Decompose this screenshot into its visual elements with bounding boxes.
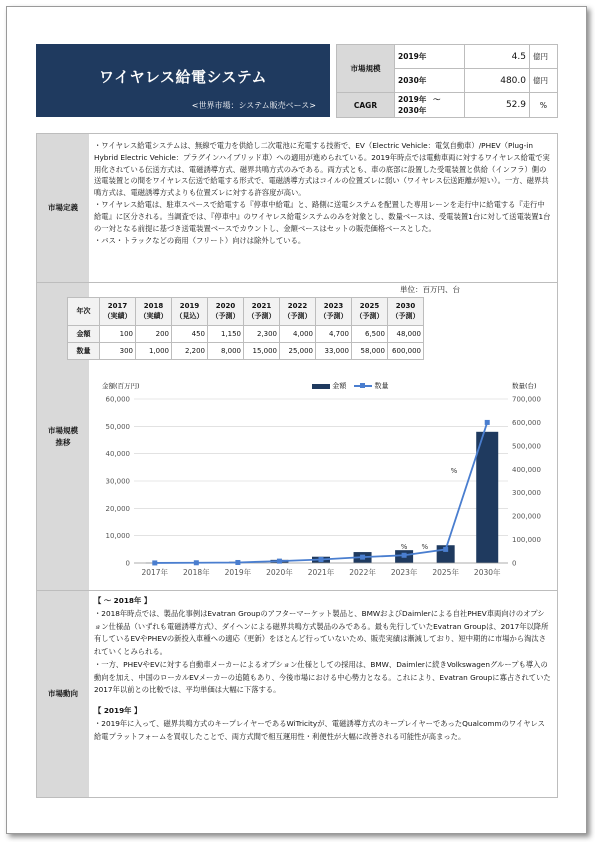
amount-cell: 6,500 <box>352 326 388 343</box>
year-label: 2020 <box>215 302 236 311</box>
cagr-label: CAGR <box>337 93 395 118</box>
trends-heading-1: 【 ～ 2018年 】 <box>94 596 152 605</box>
year-header <box>352 298 388 326</box>
y2-tick-label: 700,000 <box>512 395 541 404</box>
year-label: 2021 <box>251 302 272 311</box>
year-type: （予測） <box>319 311 348 320</box>
axis-break-mark: % <box>421 543 429 551</box>
year-label: 2022 <box>287 302 308 311</box>
qty-point <box>485 420 490 425</box>
y-tick-label: 10,000 <box>105 532 130 541</box>
trends-heading-2: 【 2019年 】 <box>94 706 142 716</box>
y2-tick-label: 400,000 <box>512 465 541 474</box>
definition-paragraph: ・バス・トラックなどの商用（フリート）向けは除外している。 <box>94 235 306 245</box>
x-tick-label: 2020年 <box>266 568 293 577</box>
year-header <box>100 298 136 326</box>
y-tick-label: 40,000 <box>105 450 130 459</box>
qty-point <box>319 557 324 562</box>
amount-cell: 2,300 <box>244 326 280 343</box>
x-tick-label: 2023年 <box>390 568 418 577</box>
qty-cell: 300 <box>100 343 136 360</box>
x-tick-label: 2021年 <box>307 568 335 577</box>
amount-cell: 450 <box>172 326 208 343</box>
amount-cell: 100 <box>100 326 136 343</box>
amount-cell: 4,700 <box>316 326 352 343</box>
qty-point <box>443 547 448 552</box>
year-label: 2018 <box>143 302 164 311</box>
year-header <box>208 298 244 326</box>
y-tick-label: 30,000 <box>105 477 130 486</box>
year-label: 2025 <box>359 302 380 311</box>
trends-paragraph: ・一方、PHEVやEVに対する自動車メーカーによるオプション仕様としての採用は、BMW、Daimlerに続きVolkswagenグループも導入の動向を加え、中国のローカルEVメーカーの追随もあり、今後市場における中心勢力となる。これにより、Evatran Groupに寡占されていた2017年以前との比較では、平均単価は大幅に下落する。 <box>94 659 551 695</box>
year-type: （実績） <box>103 311 132 320</box>
market-data-table <box>67 297 424 360</box>
year-label: 2019 <box>179 302 200 311</box>
year-header <box>244 298 280 326</box>
qty-point <box>360 555 365 560</box>
year-header <box>388 298 424 326</box>
cagr-period <box>395 93 465 118</box>
qty-line <box>155 422 487 563</box>
y2-tick-label: 200,000 <box>512 512 541 521</box>
year-header <box>280 298 316 326</box>
year-type: （予測） <box>355 311 384 320</box>
amount-cell: 1,150 <box>208 326 244 343</box>
qty-cell: 600,000 <box>388 343 424 360</box>
x-tick-label: 2022年 <box>349 568 376 577</box>
legend-label-amount: 金額 <box>332 382 347 390</box>
qty-cell: 2,200 <box>172 343 208 360</box>
year-label: 2023 <box>323 302 344 311</box>
year-label: 2017 <box>107 302 128 311</box>
year-header <box>136 298 172 326</box>
year-header <box>316 298 352 326</box>
y2-tick-label: 600,000 <box>512 418 541 427</box>
qty-cell: 1,000 <box>136 343 172 360</box>
qty-cell: 15,000 <box>244 343 280 360</box>
summary-unit-2030: 億円 <box>530 69 558 93</box>
x-tick-label: 2018年 <box>183 568 210 577</box>
summary-year-2030: 2030年 <box>395 69 465 93</box>
cagr-to: 2030年 <box>398 106 427 115</box>
amount-cell: 200 <box>136 326 172 343</box>
legend-label-qty: 数量 <box>374 382 389 390</box>
qty-point <box>235 560 240 565</box>
y2-tick-label: 100,000 <box>512 536 541 545</box>
market-chart <box>90 375 552 585</box>
trend-label-line2: 推移 <box>55 437 71 447</box>
x-tick-label: 2017年 <box>141 568 169 577</box>
year-type: （実績） <box>139 311 168 320</box>
cagr-value: 52.9 <box>465 93 530 118</box>
qty-cell: 33,000 <box>316 343 352 360</box>
qty-point <box>402 553 407 558</box>
market-size-label: 市場規模 <box>337 45 395 93</box>
summary-table <box>336 44 558 118</box>
year-header <box>172 298 208 326</box>
page-subtitle: <世界市場：システム販売ベース> <box>191 101 316 110</box>
unit-note: 単位：百万円、台 <box>400 285 460 294</box>
amount-row-label: 金額 <box>68 326 100 343</box>
cagr-unit: % <box>530 93 558 118</box>
year-type: （予測） <box>247 311 276 320</box>
year-type: （予測） <box>283 311 312 320</box>
axis-break-mark: % <box>400 543 408 551</box>
x-tick-label: 2025年 <box>432 568 459 577</box>
definition-section <box>36 133 558 283</box>
title-box <box>36 44 330 117</box>
cagr-sep: ～ <box>433 95 441 104</box>
definition-paragraph: ・ワイヤレス給電は、駐車スペースで給電する『停車中給電』と、路側に送電システムを配置した専用レーンを走行中に給電する『走行中給電』に区分される。当調査では、『停車中』のワイヤレス給電システムのみを対象とし、数量ベースは、受電装置1台に対して送電装置1台の一対となる前提に基づき送電装置ベースでカウントし、金額ベースはセットの販売価格ベースとした。 <box>94 200 551 233</box>
y2-tick-label: 500,000 <box>512 442 541 451</box>
cagr-from: 2019年 <box>398 95 427 104</box>
y-tick-label: 20,000 <box>105 504 130 513</box>
definition-label: 市場定義 <box>37 134 89 282</box>
qty-point <box>194 560 199 565</box>
x-tick-label: 2019年 <box>224 568 252 577</box>
chart-y2label: 数量(台) <box>512 382 537 390</box>
year-type: （予測） <box>391 311 420 320</box>
trends-section <box>36 590 558 798</box>
trends-paragraph: ・2019年に入って、磁界共鳴方式のキープレイヤーであるWiTricityが、電磁誘導方式のキープレイヤーであったQualcommのワイヤレス給電プラットフォームを買収したことで、両方式間で相互運用性・利便性が大幅に改善される可能性が高まった。 <box>94 718 545 741</box>
y2-tick-label: 300,000 <box>512 489 541 498</box>
year-type: （見込） <box>175 311 204 320</box>
axis-break-mark: % <box>450 467 458 475</box>
trends-label: 市場動向 <box>37 591 89 797</box>
qty-point <box>277 559 282 564</box>
amount-cell: 48,000 <box>388 326 424 343</box>
page-title: ワイヤレス給電システム <box>99 68 267 86</box>
y2-tick-label: 0 <box>512 559 517 568</box>
summary-value-2019: 4.5 <box>465 45 530 69</box>
qty-cell: 25,000 <box>280 343 316 360</box>
summary-year-2019: 2019年 <box>395 45 465 69</box>
chart-ylabel: 金額(百万円) <box>102 382 140 390</box>
amount-cell: 4,000 <box>280 326 316 343</box>
qty-cell: 8,000 <box>208 343 244 360</box>
trends-body <box>89 591 557 797</box>
row-header: 年次 <box>68 298 100 326</box>
trend-label-line1: 市場規模 <box>48 426 78 436</box>
y-tick-label: 0 <box>125 559 130 568</box>
definition-paragraph: ・ワイヤレス給電システムは、無線で電力を供給し二次電池に充電する技術で、EV（Electric Vehicle：電気自動車）/PHEV（Plug-in Hybrid Electric Vehicle：プラグインハイブリッド車）への適用が進められている。2019年時点では電動車両に対するワイヤレス給電で実用化されている伝送方式は、電磁誘導方式、磁界共鳴方式のみである。両方式とも、車の底部に設置した受電装置と供給（インフラ）側の送電装置との間をワイヤレス伝送で給電する形式で、電磁誘導方式はコイルの位置ズレに弱い（ワイヤレス伝送距離が短い）。一方、磁界共鳴方式は、電磁誘導方式よりも位置ズレに対する許容度が高い。 <box>94 141 550 198</box>
year-type: （予測） <box>211 311 240 320</box>
x-tick-label: 2030年 <box>473 568 501 577</box>
qty-row-label: 数量 <box>68 343 100 360</box>
bar <box>476 432 498 563</box>
trends-paragraph: ・2018年時点では、製品化事例はEvatran Groupのアフターマーケット製品と、BMWおよびDaimlerによる自社PHEV車両向けのオプション仕様品（いずれも電磁誘導方式）、ダイヘンによる磁界共鳴方式製品のみである。最も先行していたEvatran Groupは、2017年以降所有しているEVやPHEVの新投入車種への適応（更新）をほとんど行っていないため、販売実績は漸減しており、短中期的に市場から淘汰されていくとみられる。 <box>94 608 549 657</box>
definition-body <box>89 134 557 282</box>
y-tick-label: 60,000 <box>105 395 130 404</box>
year-label: 2030 <box>395 302 416 311</box>
summary-unit-2019: 億円 <box>530 45 558 69</box>
y-tick-label: 50,000 <box>105 422 130 431</box>
summary-value-2030: 480.0 <box>465 69 530 93</box>
qty-cell: 58,000 <box>352 343 388 360</box>
qty-point <box>152 560 157 565</box>
